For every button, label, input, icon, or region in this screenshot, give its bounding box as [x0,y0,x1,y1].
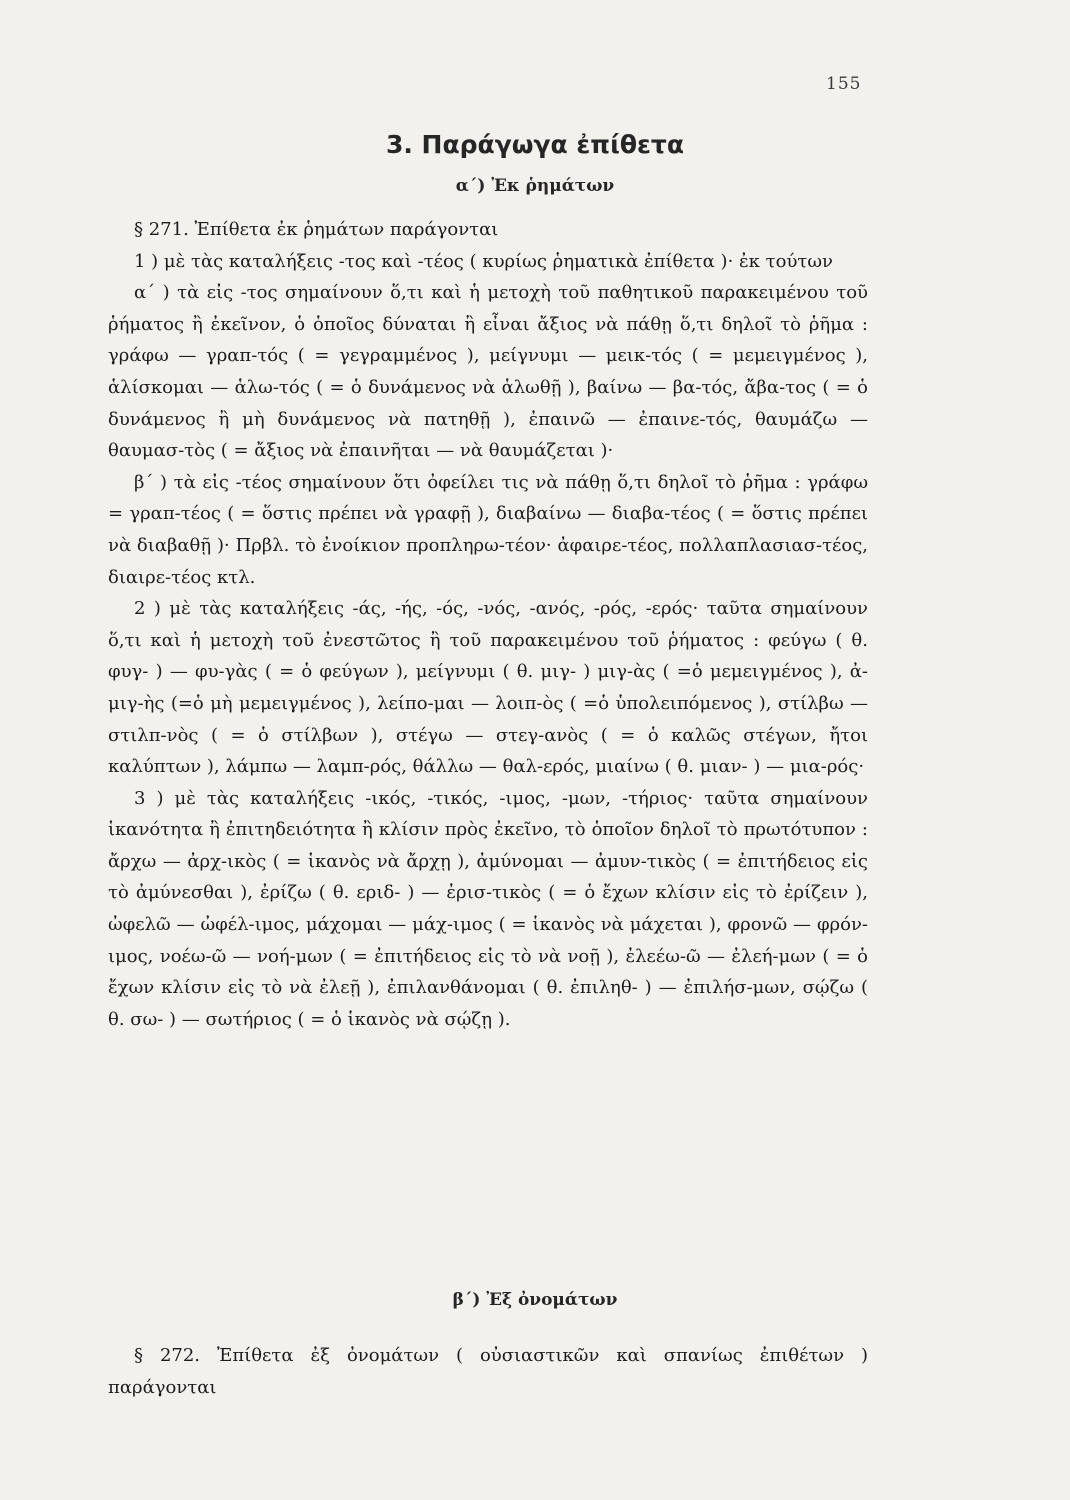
paragraph-1a: α΄ ) τὰ εἰς -τος σημαίνουν ὅ,τι καὶ ἡ μετοχὴ τοῦ παθητικοῦ παρακειμένου τοῦ ῥήματος ἢ ἐκεῖνον, ὁ ὁποῖος δύναται ἢ εἶναι ἄξιος νὰ πάθῃ ὅ,τι δηλοῖ τὸ ῥῆμα : γράφω — γραπ-τός ( = γεγραμμένος ), μείγνυμι — μεικ-τός ( = μεμειγμένος ), ἁλίσκομαι — ἁλω-τός ( = ὁ δυνάμενος νὰ ἁλωθῇ ), βαίνω — βα-τός, ἄβα-τος ( = ὁ δυνάμενος ἢ μὴ δυνάμενος νὰ πατηθῇ ), ἐπαινῶ — ἐπαινε-τός, θαυμάζω — θαυμασ-τὸς ( = ἄξιος νὰ ἐπαινῆται — νὰ θαυμάζεται )· [108,282,868,462]
paragraph-1b: β΄ ) τὰ εἰς -τέος σημαίνουν ὅτι ὀφείλει τις νὰ πάθῃ ὅ,τι δηλοῖ τὸ ῥῆμα : γράφω = γραπ-τέος ( = ὅστις πρέπει νὰ γραφῇ ), διαβαίνω — διαβα-τέος ( = ὅστις πρέπει νὰ διαβαθῇ )· Πρβλ. τὸ ἐνοίκιον προπληρω-τέον· ἀφαιρε-τέος, πολλαπλασιασ-τέος, διαιρε-τέος κτλ. [108,471,868,588]
paragraph-1: 1 ) μὲ τὰς καταλήξεις -τος καὶ -τέος ( κυρίως ῥηματικὰ ἐπίθετα )· ἐκ τούτων [134,250,833,272]
section-271-body [108,214,868,1035]
subsection-title-b: β΄) Ἐξ ὀνομάτων [452,1290,618,1310]
paragraph-2: 2 ) μὲ τὰς καταλήξεις -άς, -ής, -ός, -νός, -ανός, -ρός, -ερός· ταῦτα σημαίνουν ὅ,τι καὶ ἡ μετοχὴ τοῦ ἐνεστῶτος ἢ τοῦ παρακειμένου τοῦ ῥήματος : φεύγω ( θ. φυγ- ) — φυ-γὰς ( = ὁ φεύγων ), μείγνυμι ( θ. μιγ- ) μιγ-ὰς ( =ὁ μεμειγμένος ), ἀ-μιγ-ὴς (=ὁ μὴ μεμειγμένος ), λείπο-μαι — λοιπ-ὸς ( =ὁ ὑπολειπόμενος ), στίλβω — στιλπ-νὸς ( = ὁ στίλβων ), στέγω — στεγ-ανὸς ( = ὁ καλῶς στέγων, ἤτοι καλύπτων ), λάμπω — λαμπ-ρός, θάλλω — θαλ-ερός, μιαίνω ( θ. μιαν- ) — μια-ρός· [108,598,868,778]
page-number: 155 [826,74,862,94]
paragraph-3: 3 ) μὲ τὰς καταλήξεις -ικός, -τικός, -ιμος, -μων, -τήριος· ταῦτα σημαίνουν ἱκανότητα ἢ ἐπιτηδειότητα ἢ κλίσιν πρὸς ἐκεῖνο, τὸ ὁποῖον δηλοῖ τὸ πρωτότυπον : ἄρχω — ἀρχ-ικὸς ( = ἱκανὸς νὰ ἄρχῃ ), ἀμύνομαι — ἀμυν-τικὸς ( = ἐπιτήδειος εἰς τὸ ἀμύνεσθαι ), ἐρίζω ( θ. εριδ- ) — ἐρισ-τικὸς ( = ὁ ἔχων κλίσιν εἰς τὸ ἐρίζειν ), ὠφελῶ — ὠφέλ-ιμος, μάχομαι — μάχ-ιμος ( = ἱκανὸς νὰ μάχεται ), φρονῶ — φρόν-ιμος, νοέω-ῶ — νοή-μων ( = ἐπιτήδειος εἰς τὸ νὰ νοῇ ), ἐλεέω-ῶ — ἐλεή-μων ( = ὁ ἔχων κλίσιν εἰς τὸ νὰ ἐλεῇ ), ἐπιλανθάνομαι ( θ. ἐπιληθ- ) — ἐπιλήσ-μων, σῴζω ( θ. σω- ) — σωτήριος ( = ὁ ἱκανὸς νὰ σῴζῃ ). [108,787,868,1030]
paragraph-272-heading: § 272. Ἐπίθετα ἐξ ὀνομάτων ( οὐσιαστικῶν καὶ σπανίως ἐπιθέτων ) παράγονται [108,1345,868,1398]
chapter-title: 3. Παράγωγα ἐπίθετα [385,130,685,159]
subsection-title-a: α΄) Ἐκ ῥημάτων [455,176,615,196]
section-272-body [108,1322,868,1421]
paragraph-271-heading: § 271. Ἐπίθετα ἐκ ῥημάτων παράγονται [134,219,499,240]
